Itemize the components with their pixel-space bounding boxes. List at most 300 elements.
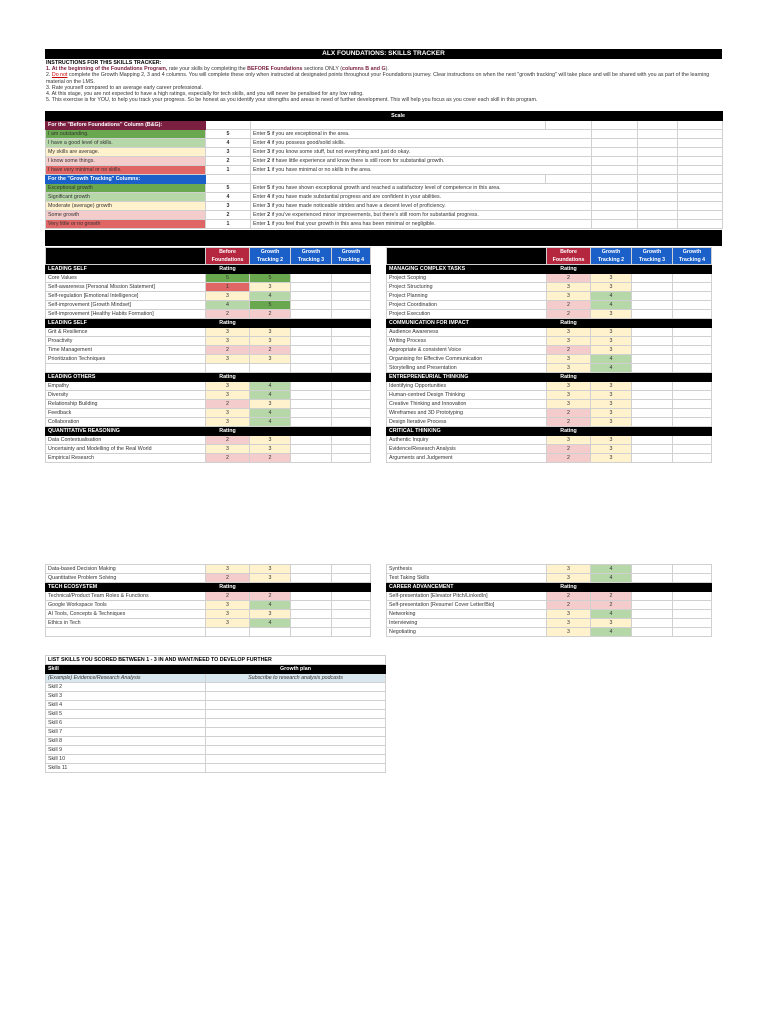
growth-tracking-4[interactable] xyxy=(332,391,371,400)
dev-growth-plan[interactable] xyxy=(206,764,386,773)
scale-number: 3 xyxy=(206,148,251,157)
growth-tracking-4[interactable] xyxy=(332,619,371,628)
growth-tracking-3[interactable] xyxy=(632,355,673,364)
before-rating[interactable] xyxy=(206,364,250,373)
skill-name: Data Contextualisation xyxy=(46,436,206,445)
growth-tracking-2[interactable]: 4 xyxy=(591,301,632,310)
growth-tracking-4[interactable] xyxy=(673,274,712,283)
growth-tracking-3[interactable] xyxy=(291,409,332,418)
before-rating[interactable]: 3 xyxy=(206,391,250,400)
before-rating[interactable]: 3 xyxy=(206,610,250,619)
growth-tracking-2[interactable]: 4 xyxy=(250,601,291,610)
before-rating[interactable]: 2 xyxy=(206,310,250,319)
growth-tracking-2[interactable]: 4 xyxy=(250,409,291,418)
growth-tracking-4[interactable] xyxy=(673,445,712,454)
growth-tracking-4[interactable] xyxy=(673,364,712,373)
before-rating[interactable]: 2 xyxy=(206,436,250,445)
skill-row xyxy=(387,301,712,310)
growth-tracking-2[interactable]: 3 xyxy=(591,391,632,400)
growth-tracking-2[interactable]: 3 xyxy=(591,445,632,454)
skill-name: Networking xyxy=(387,610,547,619)
growth-tracking-2[interactable]: 4 xyxy=(591,610,632,619)
growth-tracking-2[interactable]: 5 xyxy=(250,301,291,310)
growth-tracking-4[interactable] xyxy=(673,418,712,427)
before-rating[interactable]: 3 xyxy=(547,565,591,574)
growth-tracking-2[interactable]: 3 xyxy=(591,337,632,346)
empty-cell xyxy=(678,184,723,193)
growth-tracking-4[interactable] xyxy=(332,274,371,283)
skill-name: Core Values xyxy=(46,274,206,283)
growth-tracking-2[interactable]: 4 xyxy=(250,292,291,301)
before-rating[interactable]: 3 xyxy=(547,391,591,400)
growth-tracking-2[interactable]: 3 xyxy=(250,436,291,445)
growth-tracking-4[interactable] xyxy=(332,436,371,445)
growth-tracking-3[interactable] xyxy=(632,574,673,583)
before-rating[interactable]: 2 xyxy=(547,301,591,310)
before-rating[interactable]: 3 xyxy=(206,418,250,427)
growth-tracking-2[interactable]: 2 xyxy=(250,592,291,601)
rating-label: Rating xyxy=(206,427,250,436)
before-rating[interactable]: 3 xyxy=(547,628,591,637)
scale-row xyxy=(46,202,723,211)
before-rating[interactable]: 3 xyxy=(206,328,250,337)
empty-cell xyxy=(678,139,723,148)
growth-tracking-2[interactable]: 2 xyxy=(591,592,632,601)
growth-tracking-3[interactable] xyxy=(632,436,673,445)
growth-tracking-2[interactable]: 3 xyxy=(591,454,632,463)
instruction-3: 3. Rate yourself compared to an average early career professional. xyxy=(46,84,203,91)
growth-tracking-3[interactable] xyxy=(291,610,332,619)
before-rating[interactable]: 2 xyxy=(547,418,591,427)
scale-number: 1 xyxy=(206,220,251,229)
dev-growth-plan[interactable] xyxy=(206,719,386,728)
growth-tracking-4[interactable] xyxy=(673,355,712,364)
growth-tracking-2[interactable]: 3 xyxy=(591,436,632,445)
growth-tracking-2[interactable]: 4 xyxy=(591,355,632,364)
before-rating[interactable]: 1 xyxy=(206,283,250,292)
empty-cell xyxy=(638,202,678,211)
growth-tracking-4[interactable] xyxy=(332,337,371,346)
dev-growth-plan[interactable] xyxy=(206,737,386,746)
growth-tracking-4[interactable] xyxy=(673,337,712,346)
column-header-2: Growth Tracking 2 xyxy=(250,248,291,265)
growth-tracking-4[interactable] xyxy=(673,310,712,319)
instruction-1-f: ). xyxy=(385,66,389,73)
skill-row xyxy=(46,337,371,346)
growth-tracking-4[interactable] xyxy=(673,436,712,445)
skill-row xyxy=(46,445,371,454)
before-rating[interactable]: 3 xyxy=(547,355,591,364)
growth-tracking-4[interactable] xyxy=(673,454,712,463)
instruction-2-a: 2. xyxy=(46,72,52,79)
section-title: ENTREPRENEURIAL THINKING xyxy=(387,373,547,382)
scale-desc-pre: Enter xyxy=(253,158,268,164)
skill-row xyxy=(46,382,371,391)
growth-tracking-4[interactable] xyxy=(332,400,371,409)
before-rating[interactable]: 2 xyxy=(547,346,591,355)
growth-tracking-2[interactable]: 3 xyxy=(591,346,632,355)
growth-tracking-3[interactable] xyxy=(291,592,332,601)
growth-tracking-2[interactable]: 3 xyxy=(591,328,632,337)
growth-tracking-3[interactable] xyxy=(291,301,332,310)
growth-tracking-4[interactable] xyxy=(332,328,371,337)
section-header-pad xyxy=(250,373,291,382)
growth-tracking-4[interactable] xyxy=(332,628,371,637)
empty-cell xyxy=(638,175,678,184)
skill-row xyxy=(46,454,371,463)
before-rating[interactable]: 4 xyxy=(206,301,250,310)
growth-tracking-4[interactable] xyxy=(673,592,712,601)
growth-tracking-4[interactable] xyxy=(673,328,712,337)
skill-name: Project Coordination xyxy=(387,301,547,310)
dev-skill-row xyxy=(46,728,386,737)
growth-tracking-4[interactable] xyxy=(673,283,712,292)
growth-tracking-3[interactable] xyxy=(291,574,332,583)
before-rating[interactable]: 3 xyxy=(547,292,591,301)
growth-tracking-3[interactable] xyxy=(632,346,673,355)
growth-tracking-2[interactable]: 3 xyxy=(591,382,632,391)
empty-cell xyxy=(678,157,723,166)
section-header-row xyxy=(387,265,712,274)
before-rating[interactable]: 3 xyxy=(206,565,250,574)
growth-tracking-3[interactable] xyxy=(632,310,673,319)
section-title: CAREER ADVANCEMENT xyxy=(387,583,547,592)
before-rating[interactable]: 3 xyxy=(206,355,250,364)
growth-tracking-3[interactable] xyxy=(632,409,673,418)
growth-tracking-3[interactable] xyxy=(291,310,332,319)
growth-tracking-4[interactable] xyxy=(332,565,371,574)
scale-row xyxy=(46,220,723,229)
empty-cell xyxy=(678,211,723,220)
growth-tracking-2[interactable] xyxy=(250,628,291,637)
before-rating[interactable]: 3 xyxy=(206,382,250,391)
growth-tracking-3[interactable] xyxy=(632,418,673,427)
growth-tracking-3[interactable] xyxy=(632,391,673,400)
growth-tracking-3[interactable] xyxy=(291,292,332,301)
growth-tracking-4[interactable] xyxy=(673,628,712,637)
skill-name: Self-improvement [Growth Mindset] xyxy=(46,301,206,310)
growth-tracking-3[interactable] xyxy=(291,364,332,373)
dev-growth-plan[interactable] xyxy=(206,692,386,701)
growth-tracking-4[interactable] xyxy=(673,610,712,619)
skill-name: Design Iterative Process xyxy=(387,418,547,427)
growth-tracking-4[interactable] xyxy=(332,454,371,463)
growth-tracking-3[interactable] xyxy=(632,292,673,301)
before-rating[interactable] xyxy=(206,628,250,637)
growth-tracking-4[interactable] xyxy=(332,301,371,310)
growth-tracking-3[interactable] xyxy=(632,610,673,619)
scale-description xyxy=(251,220,592,229)
before-rating[interactable]: 2 xyxy=(206,592,250,601)
growth-tracking-3[interactable] xyxy=(632,601,673,610)
growth-tracking-3[interactable] xyxy=(291,328,332,337)
scale-row xyxy=(46,148,723,157)
growth-tracking-2[interactable] xyxy=(250,364,291,373)
growth-tracking-2[interactable]: 3 xyxy=(591,283,632,292)
growth-tracking-2[interactable]: 3 xyxy=(591,400,632,409)
growth-tracking-3[interactable] xyxy=(291,601,332,610)
growth-tracking-2[interactable]: 4 xyxy=(250,619,291,628)
growth-tracking-3[interactable] xyxy=(632,400,673,409)
growth-tracking-4[interactable] xyxy=(332,283,371,292)
growth-tracking-3[interactable] xyxy=(291,337,332,346)
growth-tracking-4[interactable] xyxy=(673,292,712,301)
growth-tracking-2[interactable]: 4 xyxy=(250,382,291,391)
empty-cell xyxy=(678,121,723,130)
section-header-row xyxy=(46,373,371,382)
before-rating[interactable]: 3 xyxy=(206,619,250,628)
scale-number: 3 xyxy=(206,202,251,211)
skill-name: Interviewing xyxy=(387,619,547,628)
growth-tracking-3[interactable] xyxy=(291,283,332,292)
skill-name: Appropriate & consistent Voice xyxy=(387,346,547,355)
growth-tracking-2[interactable]: 3 xyxy=(250,328,291,337)
growth-tracking-4[interactable] xyxy=(332,382,371,391)
skill-row xyxy=(46,610,371,619)
before-rating[interactable]: 3 xyxy=(206,445,250,454)
growth-tracking-2[interactable]: 4 xyxy=(591,292,632,301)
growth-tracking-2[interactable]: 2 xyxy=(591,601,632,610)
skill-name: Project Scoping xyxy=(387,274,547,283)
before-rating[interactable]: 3 xyxy=(547,610,591,619)
scale-desc-pre: Enter xyxy=(253,221,268,227)
scale-desc-pre: Enter xyxy=(253,212,268,218)
before-rating[interactable]: 2 xyxy=(206,346,250,355)
growth-tracking-3[interactable] xyxy=(632,337,673,346)
growth-tracking-3[interactable] xyxy=(632,364,673,373)
skill-name: Negotiating xyxy=(387,628,547,637)
before-rating[interactable]: 2 xyxy=(547,454,591,463)
growth-tracking-4[interactable] xyxy=(673,601,712,610)
skill-row xyxy=(387,601,712,610)
growth-tracking-2[interactable]: 3 xyxy=(250,574,291,583)
before-rating[interactable]: 3 xyxy=(547,283,591,292)
growth-tracking-3[interactable] xyxy=(291,400,332,409)
before-rating[interactable]: 3 xyxy=(547,364,591,373)
empty-cell xyxy=(592,175,638,184)
left2-table xyxy=(45,564,371,637)
growth-tracking-3[interactable] xyxy=(291,391,332,400)
dev-growth-plan[interactable] xyxy=(206,683,386,692)
empty-cell xyxy=(251,175,546,184)
scale-desc-num: 3 xyxy=(267,203,271,209)
rating-label: Rating xyxy=(547,427,591,436)
skill-name: Empirical Research xyxy=(46,454,206,463)
growth-tracking-3[interactable] xyxy=(632,328,673,337)
growth-tracking-3[interactable] xyxy=(632,565,673,574)
instructions xyxy=(45,59,722,111)
growth-tracking-2[interactable]: 3 xyxy=(591,409,632,418)
growth-tracking-3[interactable] xyxy=(291,436,332,445)
growth-tracking-3[interactable] xyxy=(632,592,673,601)
scale-desc-pre: Enter xyxy=(253,167,268,173)
growth-tracking-3[interactable] xyxy=(632,619,673,628)
before-rating[interactable]: 2 xyxy=(547,445,591,454)
empty-cell xyxy=(638,121,678,130)
dev-growth-plan[interactable] xyxy=(206,728,386,737)
growth-tracking-4[interactable] xyxy=(673,619,712,628)
scale-number: 4 xyxy=(206,139,251,148)
growth-tracking-3[interactable] xyxy=(632,628,673,637)
before-rating[interactable]: 3 xyxy=(547,436,591,445)
empty-cell xyxy=(592,130,638,139)
empty-cell xyxy=(592,184,638,193)
before-rating[interactable]: 5 xyxy=(206,274,250,283)
growth-tracking-2[interactable]: 4 xyxy=(591,565,632,574)
section-header-pad xyxy=(291,427,332,436)
growth-tracking-4[interactable] xyxy=(673,409,712,418)
growth-tracking-3[interactable] xyxy=(291,445,332,454)
growth-tracking-2[interactable]: 3 xyxy=(250,445,291,454)
before-rating[interactable]: 3 xyxy=(206,292,250,301)
instruction-2-b: Do not xyxy=(51,72,68,79)
dev-growth-plan[interactable] xyxy=(206,710,386,719)
skill-name: Feedback xyxy=(46,409,206,418)
growth-tracking-3[interactable] xyxy=(632,454,673,463)
growth-tracking-3[interactable] xyxy=(291,619,332,628)
scale-label-cell: I know some things. xyxy=(46,157,206,166)
scale-desc-text: if you have minimal or no skills in the area. xyxy=(270,167,372,173)
growth-tracking-2[interactable]: 3 xyxy=(591,619,632,628)
growth-tracking-3[interactable] xyxy=(291,418,332,427)
growth-tracking-3[interactable] xyxy=(291,628,332,637)
skill-name: Technical/Product Team Roles & Functions xyxy=(46,592,206,601)
growth-tracking-4[interactable] xyxy=(673,382,712,391)
before-rating[interactable]: 2 xyxy=(206,574,250,583)
dev-growth-plan[interactable] xyxy=(206,755,386,764)
growth-tracking-4[interactable] xyxy=(332,610,371,619)
growth-tracking-3[interactable] xyxy=(291,454,332,463)
scale-row xyxy=(46,193,723,202)
skill-name: Data-based Decision Making xyxy=(46,565,206,574)
before-rating[interactable]: 3 xyxy=(547,619,591,628)
growth-tracking-4[interactable] xyxy=(332,409,371,418)
growth-tracking-3[interactable] xyxy=(632,301,673,310)
before-rating[interactable]: 2 xyxy=(547,592,591,601)
before-rating[interactable]: 2 xyxy=(547,409,591,418)
dev-col-skill: Skill xyxy=(46,665,206,674)
dev-growth-plan[interactable] xyxy=(206,746,386,755)
growth-tracking-2[interactable]: 3 xyxy=(250,283,291,292)
before-rating[interactable]: 2 xyxy=(206,454,250,463)
before-rating[interactable]: 2 xyxy=(547,274,591,283)
growth-tracking-2[interactable]: 3 xyxy=(591,418,632,427)
dev-skill-label: Skills 11 xyxy=(46,764,206,773)
growth-tracking-2[interactable]: 3 xyxy=(591,274,632,283)
growth-tracking-3[interactable] xyxy=(291,565,332,574)
skill-name: Organising for Effective Communication xyxy=(387,355,547,364)
growth-tracking-2[interactable]: 4 xyxy=(250,391,291,400)
growth-tracking-3[interactable] xyxy=(632,274,673,283)
before-rating[interactable]: 3 xyxy=(206,409,250,418)
instruction-1-e: columns B and G xyxy=(342,66,386,73)
growth-tracking-2[interactable]: 3 xyxy=(250,610,291,619)
growth-tracking-2[interactable]: 3 xyxy=(591,310,632,319)
before-rating[interactable]: 3 xyxy=(547,574,591,583)
section-header-row xyxy=(46,265,371,274)
growth-tracking-2[interactable]: 4 xyxy=(250,418,291,427)
growth-tracking-2[interactable]: 2 xyxy=(250,346,291,355)
growth-tracking-2[interactable]: 3 xyxy=(250,355,291,364)
growth-tracking-4[interactable] xyxy=(332,601,371,610)
growth-tracking-4[interactable] xyxy=(332,364,371,373)
before-rating[interactable]: 2 xyxy=(206,400,250,409)
scale-label-cell: I have very minimal or no skills. xyxy=(46,166,206,175)
before-rating[interactable]: 3 xyxy=(547,382,591,391)
scale-desc-text: if you have made substantial progress and are confident in your abilities. xyxy=(270,194,442,200)
growth-tracking-2[interactable]: 3 xyxy=(250,400,291,409)
skill-name: Audience Awareness xyxy=(387,328,547,337)
growth-tracking-4[interactable] xyxy=(673,400,712,409)
before-rating[interactable]: 2 xyxy=(547,601,591,610)
section-header-pad xyxy=(332,583,371,592)
growth-tracking-4[interactable] xyxy=(673,301,712,310)
growth-tracking-2[interactable]: 3 xyxy=(250,565,291,574)
dev-skill-label: Skill 5 xyxy=(46,710,206,719)
growth-tracking-4[interactable] xyxy=(332,355,371,364)
growth-tracking-4[interactable] xyxy=(673,346,712,355)
growth-tracking-3[interactable] xyxy=(632,283,673,292)
growth-tracking-4[interactable] xyxy=(332,592,371,601)
growth-tracking-4[interactable] xyxy=(673,565,712,574)
skill-name: Evidence/Research Analysis xyxy=(387,445,547,454)
skill-name: Project Execution xyxy=(387,310,547,319)
growth-tracking-3[interactable] xyxy=(291,346,332,355)
growth-tracking-2[interactable]: 5 xyxy=(250,274,291,283)
growth-tracking-4[interactable] xyxy=(332,418,371,427)
scale-label-cell: Exceptional growth xyxy=(46,184,206,193)
dev-skill-label: Skill 2 xyxy=(46,683,206,692)
section-title: TECH ECOSYSTEM xyxy=(46,583,206,592)
growth-tracking-3[interactable] xyxy=(291,382,332,391)
growth-tracking-2[interactable]: 4 xyxy=(591,364,632,373)
before-rating[interactable]: 2 xyxy=(547,310,591,319)
growth-tracking-3[interactable] xyxy=(632,445,673,454)
before-rating[interactable]: 3 xyxy=(206,601,250,610)
section-header-row xyxy=(387,373,712,382)
skill-row xyxy=(46,301,371,310)
growth-tracking-4[interactable] xyxy=(673,391,712,400)
growth-tracking-2[interactable]: 4 xyxy=(591,628,632,637)
instruction-1-b: rate your skills by completing the xyxy=(167,66,248,73)
before-rating[interactable]: 3 xyxy=(547,328,591,337)
scale-desc-text: if you are exceptional in the area. xyxy=(270,131,350,137)
growth-tracking-3[interactable] xyxy=(291,355,332,364)
growth-tracking-4[interactable] xyxy=(332,292,371,301)
section-header-row xyxy=(387,319,712,328)
growth-tracking-4[interactable] xyxy=(332,574,371,583)
dev-growth-plan[interactable] xyxy=(206,701,386,710)
skill-name: AI Tools, Concepts & Techniques xyxy=(46,610,206,619)
growth-tracking-4[interactable] xyxy=(332,346,371,355)
growth-tracking-2[interactable]: 2 xyxy=(250,310,291,319)
before-rating[interactable]: 3 xyxy=(547,337,591,346)
growth-tracking-2[interactable]: 3 xyxy=(250,337,291,346)
before-rating[interactable]: 3 xyxy=(206,337,250,346)
growth-tracking-4[interactable] xyxy=(332,445,371,454)
column-header-4: Growth Tracking 4 xyxy=(332,248,371,265)
growth-tracking-3[interactable] xyxy=(291,274,332,283)
growth-tracking-4[interactable] xyxy=(332,310,371,319)
growth-tracking-3[interactable] xyxy=(632,382,673,391)
column-header-1: Before Foundations xyxy=(547,248,591,265)
growth-tracking-4[interactable] xyxy=(673,574,712,583)
growth-tracking-2[interactable]: 4 xyxy=(591,574,632,583)
skill-row xyxy=(46,355,371,364)
before-rating[interactable]: 3 xyxy=(547,400,591,409)
skill-name: Test Taking Skills xyxy=(387,574,547,583)
growth-tracking-2[interactable]: 2 xyxy=(250,454,291,463)
